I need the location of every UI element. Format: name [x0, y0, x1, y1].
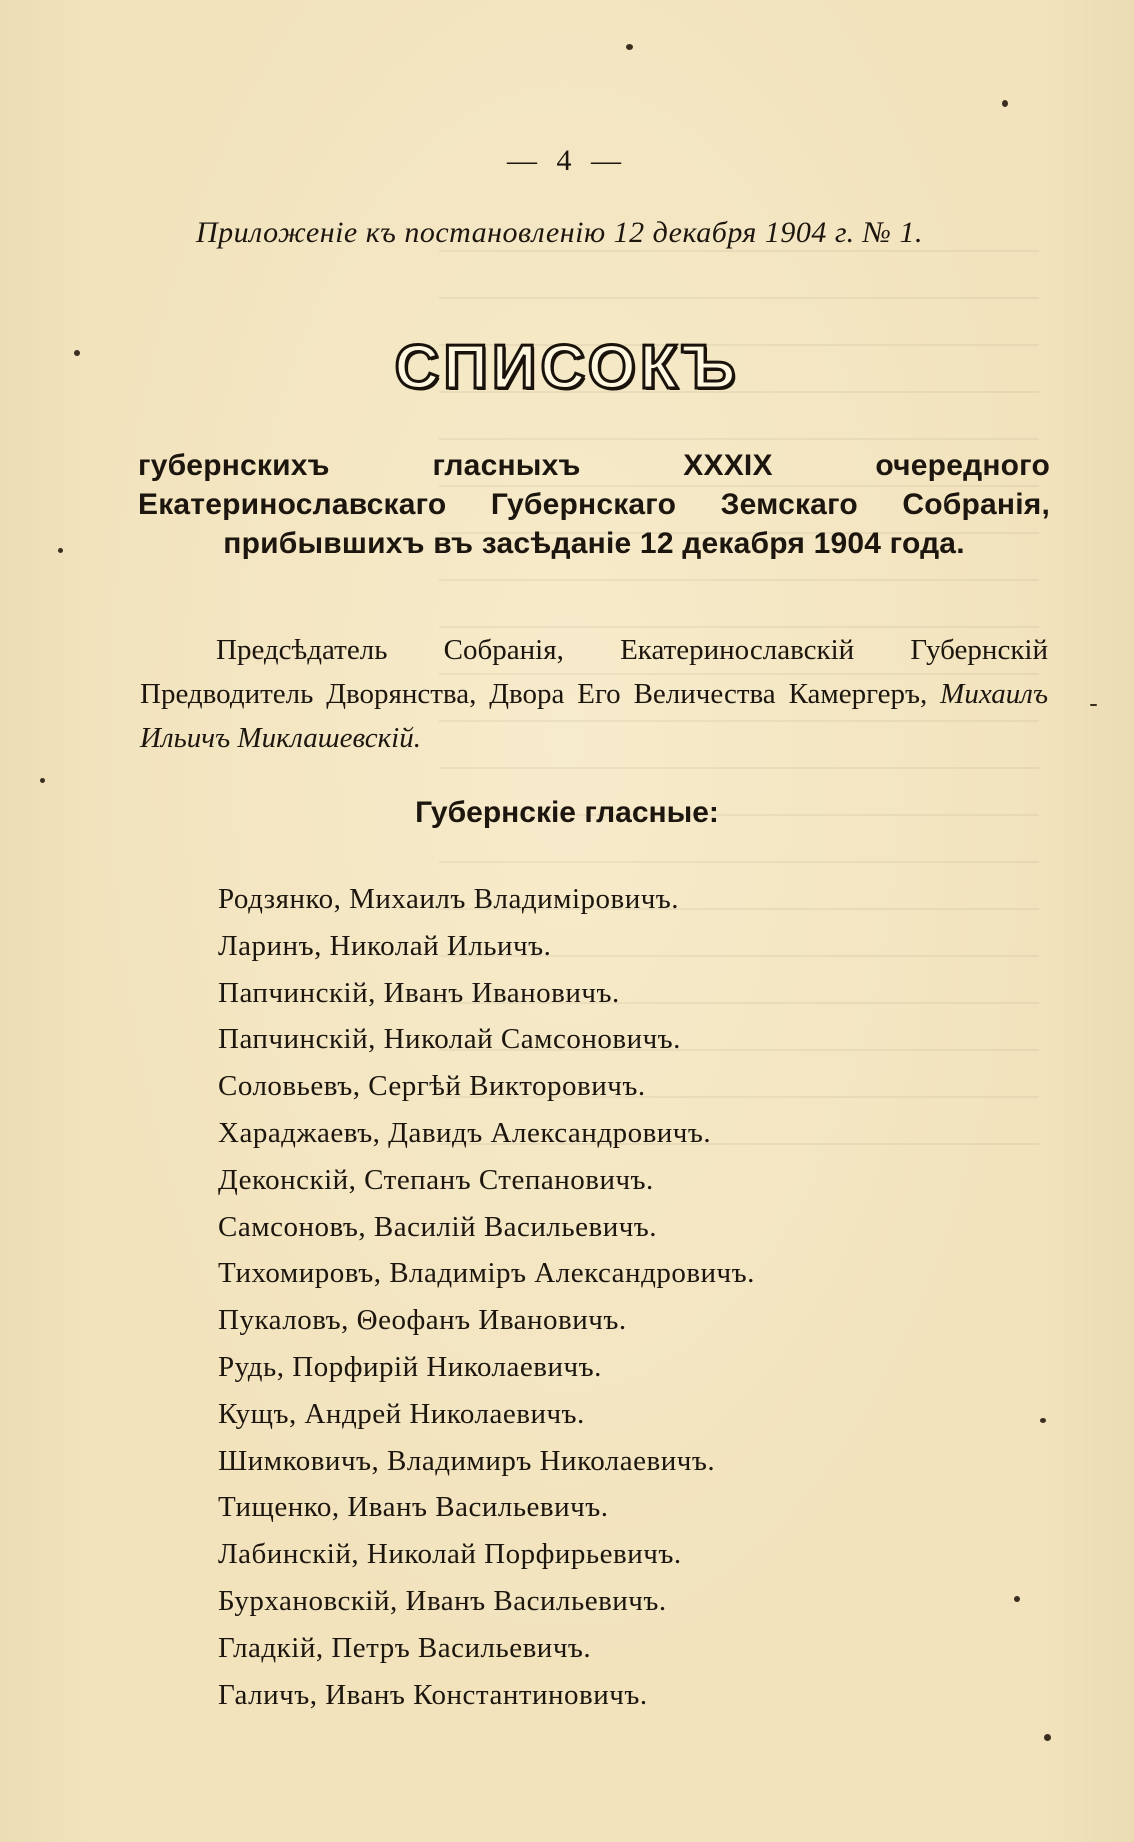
list-item: Гладкій, Петръ Васильевичъ.: [218, 1631, 592, 1664]
page-number: — 4 —: [507, 144, 627, 177]
chairman-name: Михаилъ Ильичъ Миклашевскій.: [140, 678, 1048, 754]
paper-speck: [40, 778, 45, 783]
paper-speck: [1090, 704, 1097, 706]
list-item: Шимковичъ, Владимиръ Николаевичъ.: [218, 1444, 716, 1477]
chairman-paragraph: [140, 628, 1048, 760]
list-item: Пукаловъ, Θеофанъ Ивановичъ.: [218, 1304, 627, 1337]
list-item: Кущъ, Андрей Николаевичъ.: [218, 1397, 585, 1430]
list-item: Бурхановскій, Иванъ Васильевичъ.: [218, 1584, 667, 1617]
appendix-line: Приложеніе къ постановленію 12 декабря 1904 г. № 1.: [196, 216, 923, 249]
paper-speck: [626, 44, 633, 50]
list-item: Хараджаевъ, Давидъ Александровичъ.: [218, 1116, 712, 1149]
paper-speck: [1014, 1596, 1020, 1602]
list-item: Папчинскій, Николай Самсоновичъ.: [218, 1023, 681, 1056]
list-item: Родзянко, Михаилъ Владиміровичъ.: [218, 883, 680, 915]
list-item: Ларинъ, Николай Ильичъ.: [218, 929, 552, 962]
chairman-text: Предсѣдатель Собранія, Екатеринославскій Губернскій Предводитель Дворянства, Двора Его Величества Камергеръ,: [140, 634, 1048, 710]
list-item: Самсоновъ, Василій Васильевичъ.: [218, 1210, 658, 1243]
document-subtitle: губернскихъ гласныхъ XXXIX очередного Екатеринославскаго Губернскаго Земскаго Собранія, прибывшихъ въ засѣданіе 12 декабря 1904 года.: [138, 449, 1050, 560]
paper-speck: [1044, 1734, 1051, 1741]
section-heading: Губернскіе гласные:: [415, 796, 719, 829]
paper-speck: [1002, 100, 1008, 107]
list-item: Тищенко, Иванъ Васильевичъ.: [218, 1491, 609, 1524]
document-title: СПИСОКЪ: [394, 333, 740, 402]
paper-speck: [1040, 1418, 1046, 1423]
members-list: [218, 876, 755, 1718]
list-item: Папчинскій, Иванъ Ивановичъ.: [218, 976, 620, 1009]
list-item: Деконскій, Степанъ Степановичъ.: [218, 1163, 654, 1196]
list-item: Рудь, Порфирій Николаевичъ.: [218, 1350, 602, 1383]
list-item: Галичъ, Иванъ Константиновичъ.: [218, 1678, 648, 1711]
list-item: Тихомировъ, Владиміръ Александровичъ.: [218, 1257, 755, 1290]
list-item: Лабинскій, Николай Порфирьевичъ.: [218, 1538, 682, 1571]
list-item: Соловьевъ, Сергѣй Викторовичъ.: [218, 1070, 646, 1103]
paper-speck: [58, 548, 63, 553]
